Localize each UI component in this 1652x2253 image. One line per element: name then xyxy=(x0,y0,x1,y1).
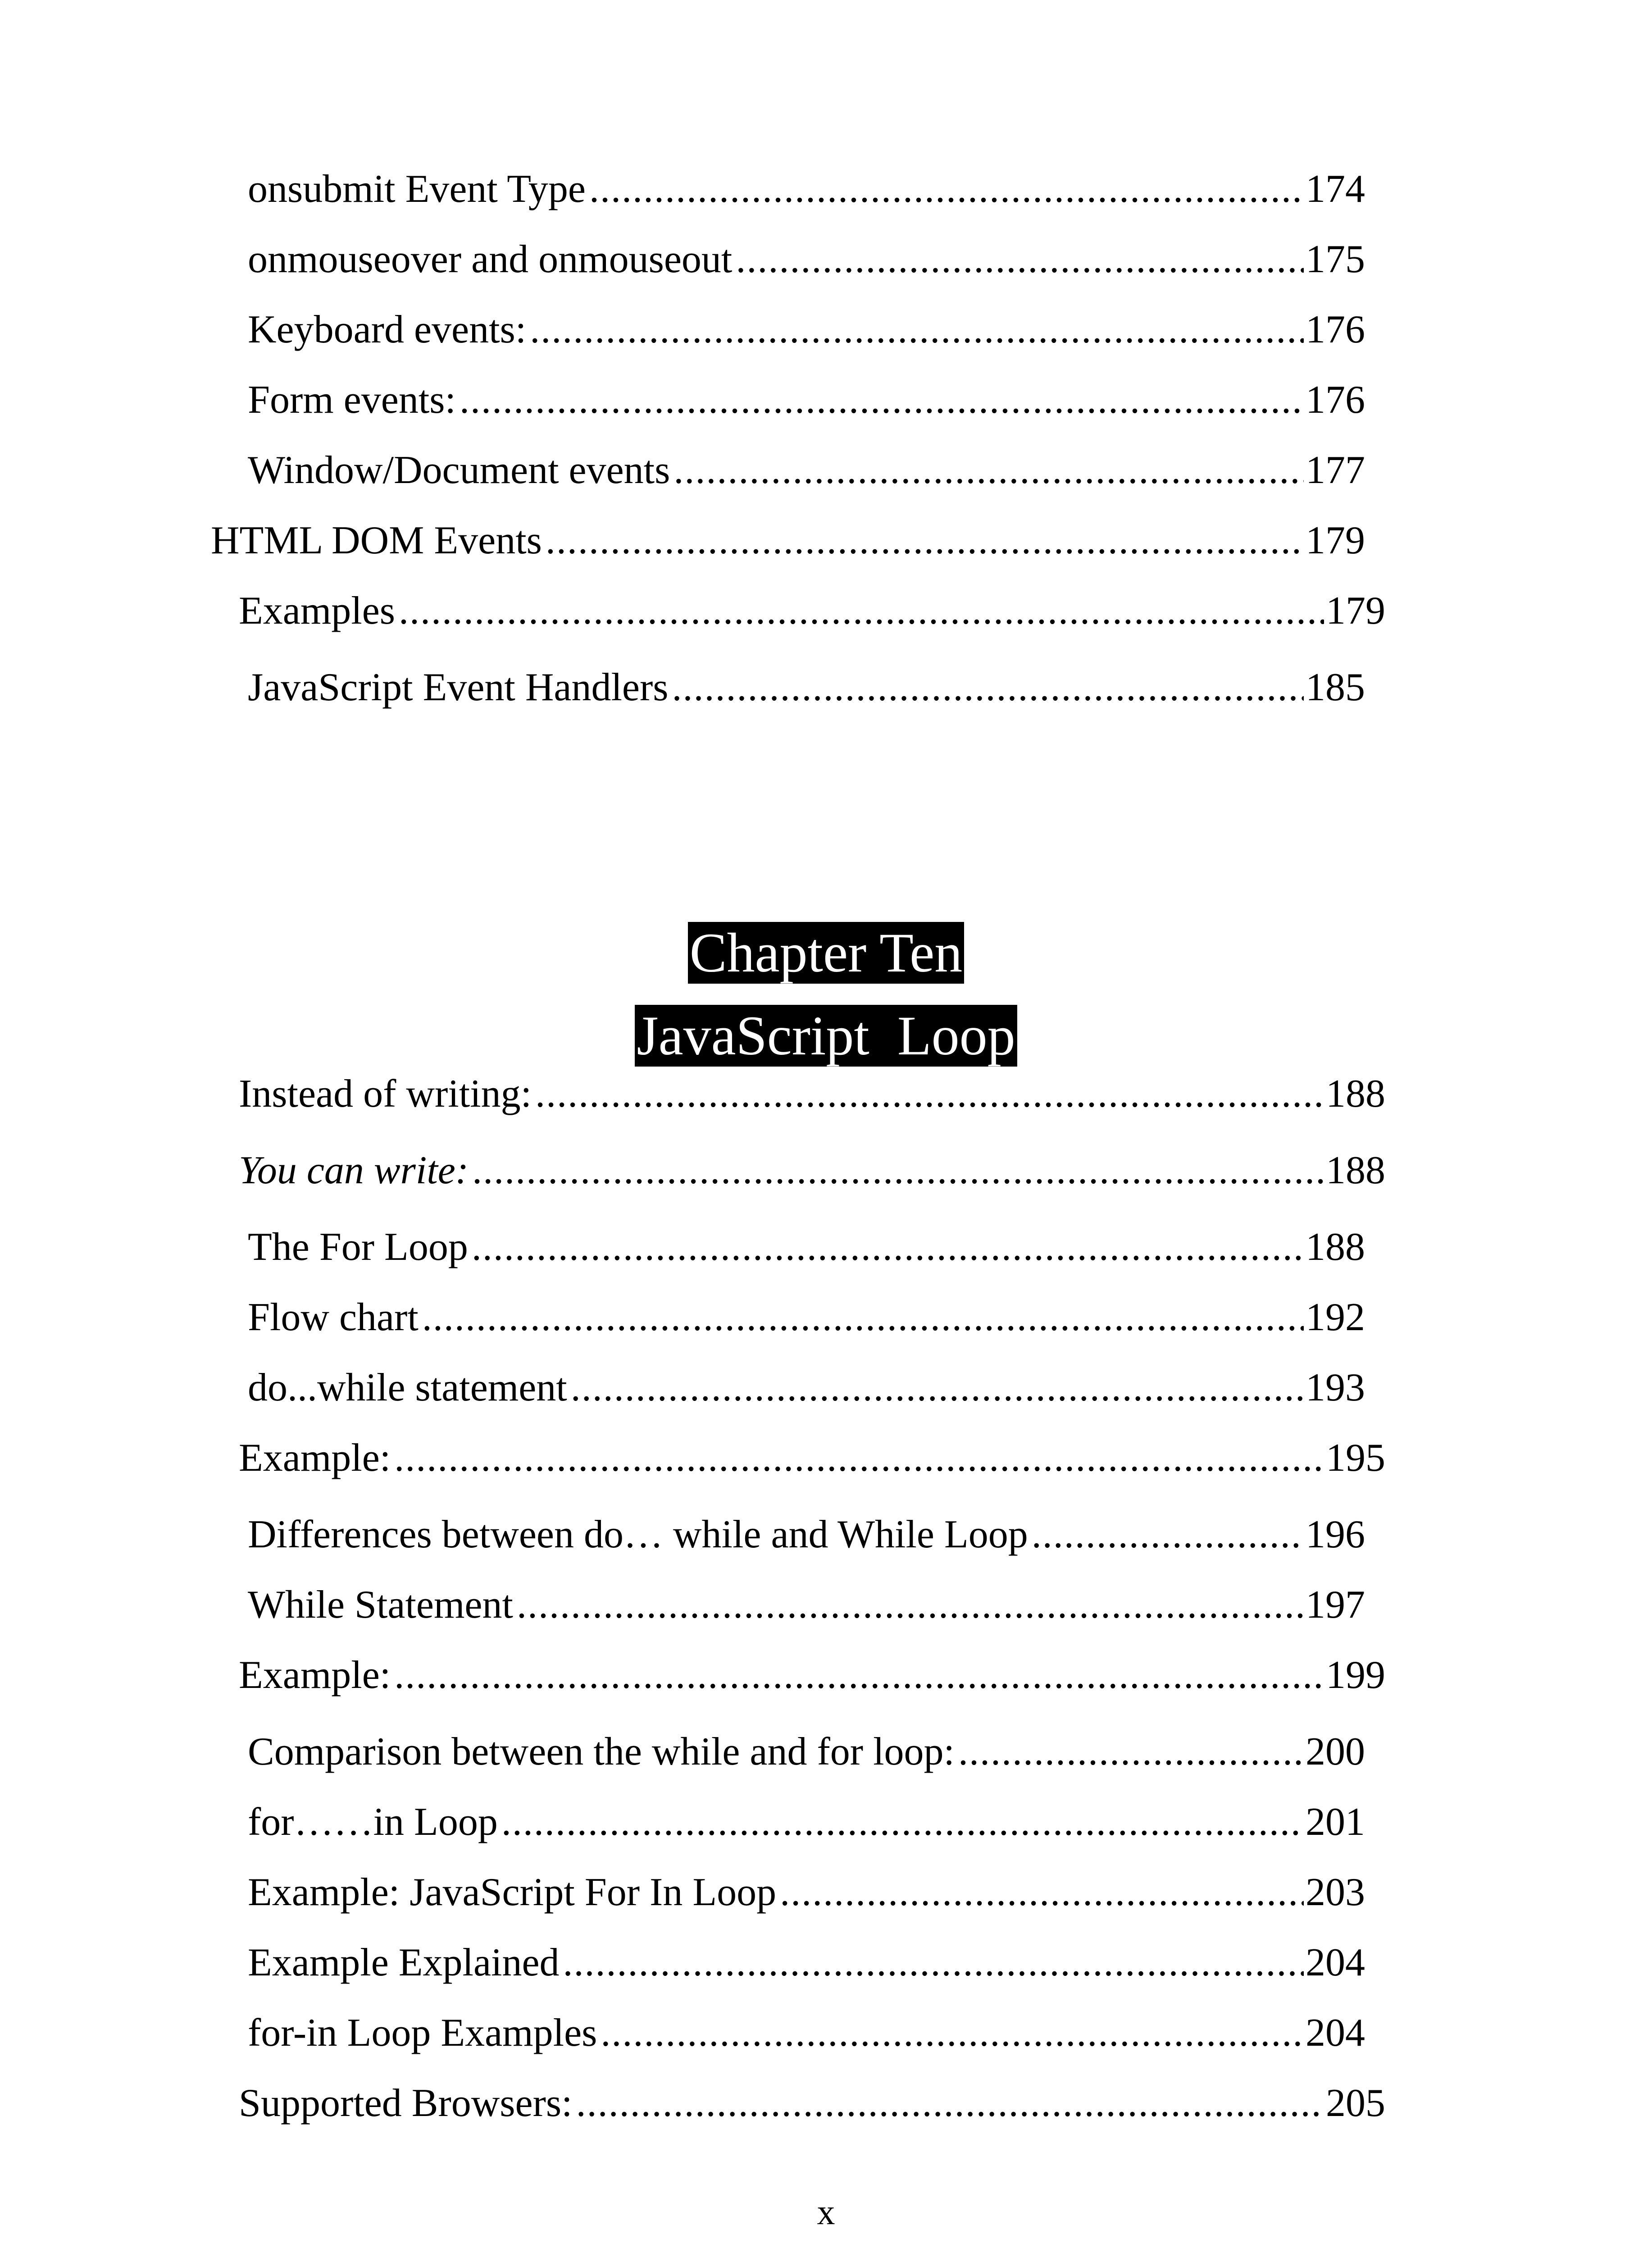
toc-entry-page: 175 xyxy=(1306,237,1365,281)
dot-leader xyxy=(674,443,1304,497)
toc-entry-page: 192 xyxy=(1306,1295,1365,1339)
toc-entry xyxy=(248,2006,1365,2060)
toc-entry xyxy=(248,1795,1365,1849)
toc-entry xyxy=(248,162,1365,216)
dot-leader xyxy=(460,373,1304,427)
toc-entry-page: 205 xyxy=(1326,2081,1385,2125)
dot-leader xyxy=(535,1067,1324,1121)
toc-entry xyxy=(239,1067,1385,1121)
toc-entry-page: 203 xyxy=(1306,1870,1365,1914)
chapter-title-label: JavaScript Loop xyxy=(635,1005,1017,1067)
dot-leader xyxy=(780,1865,1304,1920)
toc-entry-page: 176 xyxy=(1306,308,1365,351)
toc-entry-title: Examples xyxy=(239,589,396,633)
toc-entry-page: 193 xyxy=(1306,1366,1365,1409)
toc-entry xyxy=(248,1361,1365,1415)
dot-leader xyxy=(589,162,1304,216)
page-number-footer: x xyxy=(817,2193,835,2232)
toc-entry-title: onmouseover and onmouseout xyxy=(248,237,733,281)
toc-entry xyxy=(239,1648,1385,1702)
toc-entry-page: 196 xyxy=(1306,1513,1365,1556)
toc-entry-page: 200 xyxy=(1306,1730,1365,1774)
dot-leader xyxy=(601,2006,1304,2060)
toc-entry-page: 195 xyxy=(1326,1436,1385,1480)
toc-entry xyxy=(248,1865,1365,1920)
dot-leader xyxy=(672,661,1304,715)
toc-entry-title: Example Explained xyxy=(248,1941,560,1984)
toc-entry xyxy=(211,514,1365,568)
toc-entry xyxy=(239,2076,1385,2130)
toc-entry xyxy=(248,233,1365,287)
toc-entry xyxy=(239,584,1385,638)
dot-leader xyxy=(394,1648,1324,1702)
toc-entry-title: HTML DOM Events xyxy=(211,519,542,562)
toc-entry xyxy=(248,1220,1365,1274)
dot-leader xyxy=(394,1431,1324,1485)
toc-entry-page: 179 xyxy=(1326,589,1385,633)
chapter-title-heading xyxy=(0,1002,1652,1070)
toc-entry-title: You can write: xyxy=(239,1149,469,1192)
toc-entry-title: While Statement xyxy=(248,1583,513,1627)
toc-entry-title: Keyboard events: xyxy=(248,308,527,351)
dot-leader xyxy=(517,1578,1304,1632)
toc-entry-title: The For Loop xyxy=(248,1225,468,1269)
toc-entry-title: Comparison between the while and for loop: xyxy=(248,1730,955,1774)
toc-entry-title: Form events: xyxy=(248,378,456,422)
dot-leader xyxy=(472,1144,1324,1198)
dot-leader xyxy=(422,1291,1304,1345)
toc-entry xyxy=(248,1508,1365,1562)
toc-entry-page: 176 xyxy=(1306,378,1365,422)
toc-entry-page: 177 xyxy=(1306,448,1365,492)
toc-entry-title: Example: xyxy=(239,1653,391,1697)
dot-leader xyxy=(563,1936,1304,1990)
toc-entry xyxy=(239,1144,1385,1198)
toc-entry-title: Instead of writing: xyxy=(239,1072,532,1116)
toc-entry xyxy=(248,373,1365,427)
toc-entry-page: 197 xyxy=(1306,1583,1365,1627)
toc-entry-title: for……in Loop xyxy=(248,1800,498,1844)
dot-leader xyxy=(576,2076,1324,2130)
toc-entry xyxy=(248,303,1365,357)
toc-entry-title: do...while statement xyxy=(248,1366,567,1409)
toc-entry xyxy=(248,1936,1365,1990)
toc-entry-title: Window/Document events xyxy=(248,448,670,492)
toc-entry-title: JavaScript Event Handlers xyxy=(248,666,669,709)
toc-entry-page: 199 xyxy=(1326,1653,1385,1697)
toc-entry xyxy=(248,661,1365,715)
toc-entry-page: 185 xyxy=(1306,666,1365,709)
toc-entry-title: Supported Browsers: xyxy=(239,2081,573,2125)
toc-entry-page: 188 xyxy=(1326,1072,1385,1116)
dot-leader xyxy=(399,584,1324,638)
chapter-number-heading xyxy=(0,919,1652,987)
toc-entry xyxy=(239,1431,1385,1485)
dot-leader xyxy=(472,1220,1304,1274)
dot-leader xyxy=(546,514,1304,568)
toc-entry-title: onsubmit Event Type xyxy=(248,167,586,211)
toc-entry-title: Flow chart xyxy=(248,1295,419,1339)
toc-entry-page: 179 xyxy=(1306,519,1365,562)
toc-entry xyxy=(248,1725,1365,1779)
dot-leader xyxy=(530,303,1304,357)
toc-entry-title: Example: JavaScript For In Loop xyxy=(248,1870,777,1914)
dot-leader xyxy=(1032,1508,1304,1562)
dot-leader xyxy=(736,233,1304,287)
dot-leader xyxy=(958,1725,1304,1779)
toc-entry-title: for-in Loop Examples xyxy=(248,2011,597,2055)
dot-leader xyxy=(571,1361,1304,1415)
chapter-number-label: Chapter Ten xyxy=(688,922,964,984)
toc-entry-page: 188 xyxy=(1326,1149,1385,1192)
toc-entry-page: 204 xyxy=(1306,1941,1365,1984)
toc-entry-page: 204 xyxy=(1306,2011,1365,2055)
toc-entry xyxy=(248,443,1365,497)
toc-entry xyxy=(248,1578,1365,1632)
dot-leader xyxy=(501,1795,1304,1849)
toc-entry-page: 174 xyxy=(1306,167,1365,211)
toc-entry-page: 201 xyxy=(1306,1800,1365,1844)
toc-entry xyxy=(248,1291,1365,1345)
toc-entry-title: Example: xyxy=(239,1436,391,1480)
toc-entry-page: 188 xyxy=(1306,1225,1365,1269)
toc-entry-title: Differences between do… while and While Loop xyxy=(248,1513,1028,1556)
